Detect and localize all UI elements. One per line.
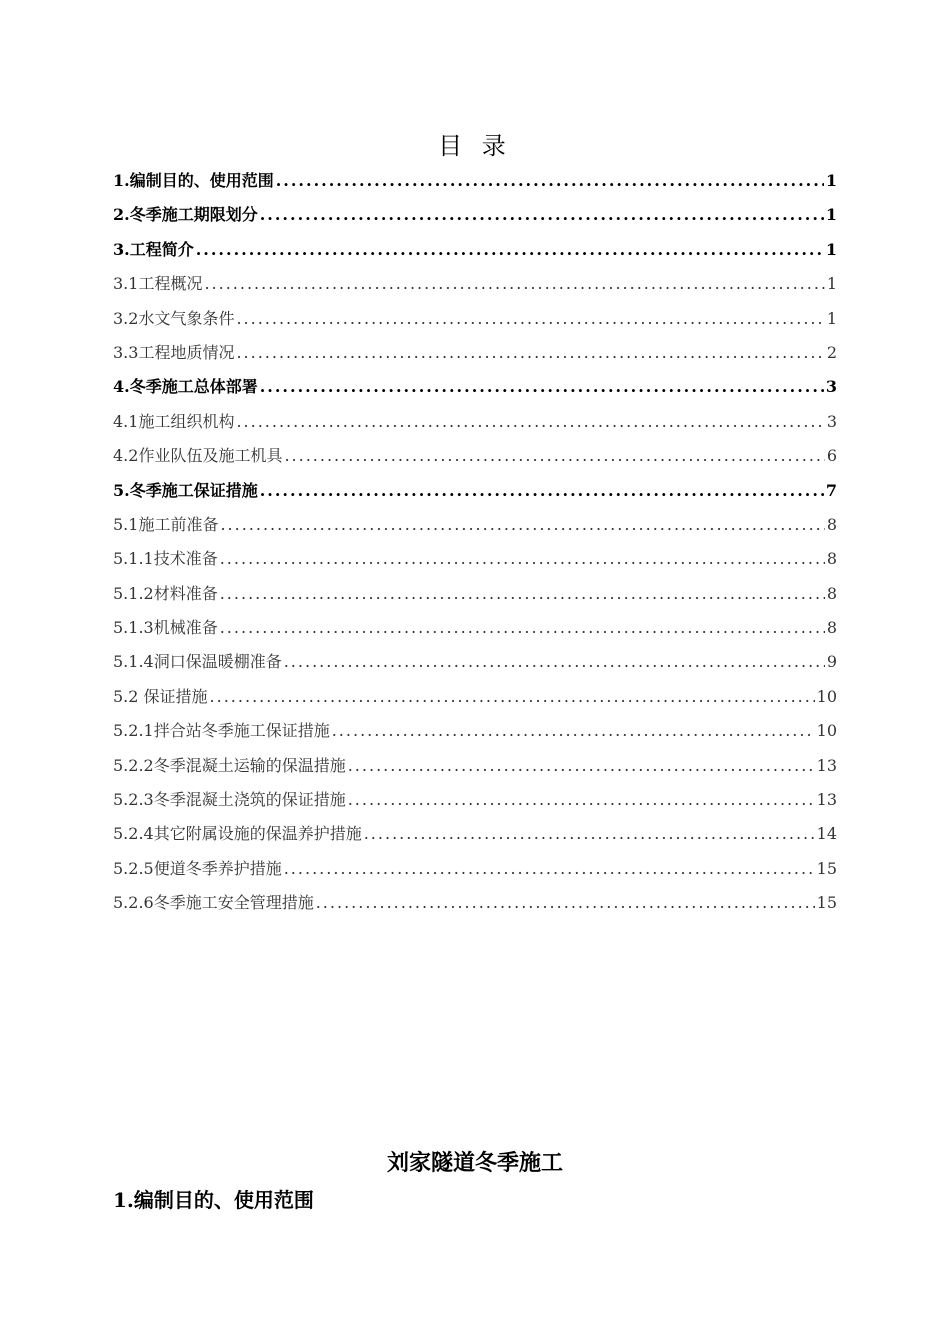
toc-entry[interactable] xyxy=(113,611,837,645)
toc-entry[interactable] xyxy=(113,852,837,886)
toc-entry-label: 4.1施工组织机构 xyxy=(113,411,235,431)
toc-entry-page-number: 8 xyxy=(826,583,837,603)
toc-entry-label: 5.1施工前准备 xyxy=(113,514,219,534)
toc-entry-label: 5.1.1技术准备 xyxy=(113,549,218,569)
toc-entry-label: 5.2.1拌合站冬季施工保证措施 xyxy=(113,721,330,741)
toc-entry[interactable] xyxy=(113,714,837,748)
toc-entry-page-number: 15 xyxy=(816,858,837,878)
toc-entry-page-number: 8 xyxy=(826,514,837,534)
toc-entry-label: 3.3工程地质情况 xyxy=(113,342,235,362)
toc-entry-label: 5.2.2冬季混凝土运输的保温措施 xyxy=(113,755,346,775)
toc-entry-page-number: 1 xyxy=(826,308,837,328)
toc-entry-page-number: 8 xyxy=(826,618,837,638)
toc-entry-label: 5.1.4洞口保温暖棚准备 xyxy=(113,652,282,672)
toc-entry[interactable] xyxy=(113,233,837,267)
toc-entry[interactable] xyxy=(113,302,837,336)
toc-dot-leader xyxy=(220,508,824,542)
toc-entry[interactable] xyxy=(113,749,837,783)
toc-entry[interactable] xyxy=(113,817,837,851)
toc-dot-leader xyxy=(204,267,824,301)
toc-entry-label: 1.编制目的、使用范围 xyxy=(113,171,274,190)
toc-entry-page-number: 13 xyxy=(816,755,837,775)
toc-entry-page-number: 7 xyxy=(825,480,837,500)
toc-entry[interactable] xyxy=(113,645,837,679)
toc-entry[interactable] xyxy=(113,508,837,542)
toc-entry-page-number: 1 xyxy=(825,171,837,190)
toc-dot-leader xyxy=(236,302,824,336)
toc-entry[interactable] xyxy=(113,370,837,404)
toc-dot-leader xyxy=(236,405,824,439)
document-title: 刘家隧道冬季施工 xyxy=(386,1150,563,1176)
toc-entry-page-number: 1 xyxy=(825,205,837,225)
toc-dot-leader xyxy=(260,370,824,404)
toc-dot-leader xyxy=(284,645,825,679)
toc-entry[interactable] xyxy=(113,783,837,817)
toc-dot-leader xyxy=(332,714,815,748)
toc-dot-leader xyxy=(210,680,815,714)
toc-entry-page-number: 14 xyxy=(816,824,837,844)
toc-entry[interactable] xyxy=(113,577,837,611)
toc-entry[interactable] xyxy=(113,680,837,714)
toc-dot-leader xyxy=(276,164,824,198)
toc-entry-label: 3.工程简介 xyxy=(113,239,194,259)
toc-entry[interactable] xyxy=(113,336,837,370)
toc-entry[interactable] xyxy=(113,542,837,576)
toc-entry-label: 5.2 保证措施 xyxy=(113,686,208,706)
toc-entry[interactable] xyxy=(113,439,837,473)
toc-entry-label: 5.2.6冬季施工安全管理措施 xyxy=(113,893,314,913)
table-of-contents xyxy=(113,164,837,921)
toc-entry-label: 4.2作业队伍及施工机具 xyxy=(113,446,283,466)
toc-entry-page-number: 10 xyxy=(816,686,837,706)
toc-entry[interactable] xyxy=(113,164,837,198)
toc-dot-leader xyxy=(220,611,825,645)
toc-dot-leader xyxy=(220,577,825,611)
toc-entry[interactable] xyxy=(113,267,837,301)
toc-entry-page-number: 8 xyxy=(826,549,837,569)
toc-dot-leader xyxy=(284,852,815,886)
toc-title: 目 录 xyxy=(438,132,512,160)
toc-entry[interactable] xyxy=(113,198,837,232)
toc-entry-page-number: 2 xyxy=(826,342,837,362)
toc-entry-label: 3.2水文气象条件 xyxy=(113,308,235,328)
section-heading: 1.编制目的、使用范围 xyxy=(113,1188,314,1212)
toc-dot-leader xyxy=(236,336,824,370)
toc-dot-leader xyxy=(348,783,815,817)
toc-entry-label: 4.冬季施工总体部署 xyxy=(113,377,258,397)
toc-dot-leader xyxy=(260,198,824,232)
toc-entry-page-number: 13 xyxy=(816,790,837,810)
toc-entry-page-number: 9 xyxy=(826,652,837,672)
toc-entry-page-number: 15 xyxy=(816,893,837,913)
toc-entry-label: 2.冬季施工期限划分 xyxy=(113,205,258,225)
toc-entry-label: 5.2.5便道冬季养护措施 xyxy=(113,858,282,878)
toc-dot-leader xyxy=(348,749,815,783)
toc-entry-label: 5.1.3机械准备 xyxy=(113,618,218,638)
toc-entry-page-number: 6 xyxy=(826,446,837,466)
toc-entry-label: 3.1工程概况 xyxy=(113,274,203,294)
toc-entry[interactable] xyxy=(113,886,837,920)
toc-entry-label: 5.1.2材料准备 xyxy=(113,583,218,603)
toc-entry-page-number: 1 xyxy=(825,239,837,259)
toc-entry[interactable] xyxy=(113,474,837,508)
toc-entry-page-number: 1 xyxy=(826,274,837,294)
toc-dot-leader xyxy=(220,542,825,576)
toc-entry-label: 5.2.3冬季混凝土浇筑的保证措施 xyxy=(113,790,346,810)
toc-dot-leader xyxy=(316,886,815,920)
toc-dot-leader xyxy=(260,474,824,508)
toc-entry[interactable] xyxy=(113,405,837,439)
toc-entry-label: 5.冬季施工保证措施 xyxy=(113,480,258,500)
toc-dot-leader xyxy=(284,439,824,473)
toc-dot-leader xyxy=(196,233,824,267)
toc-entry-page-number: 10 xyxy=(816,721,837,741)
toc-entry-label: 5.2.4其它附属设施的保温养护措施 xyxy=(113,824,362,844)
toc-entry-page-number: 3 xyxy=(826,411,837,431)
toc-dot-leader xyxy=(364,817,815,851)
toc-entry-page-number: 3 xyxy=(825,377,837,397)
